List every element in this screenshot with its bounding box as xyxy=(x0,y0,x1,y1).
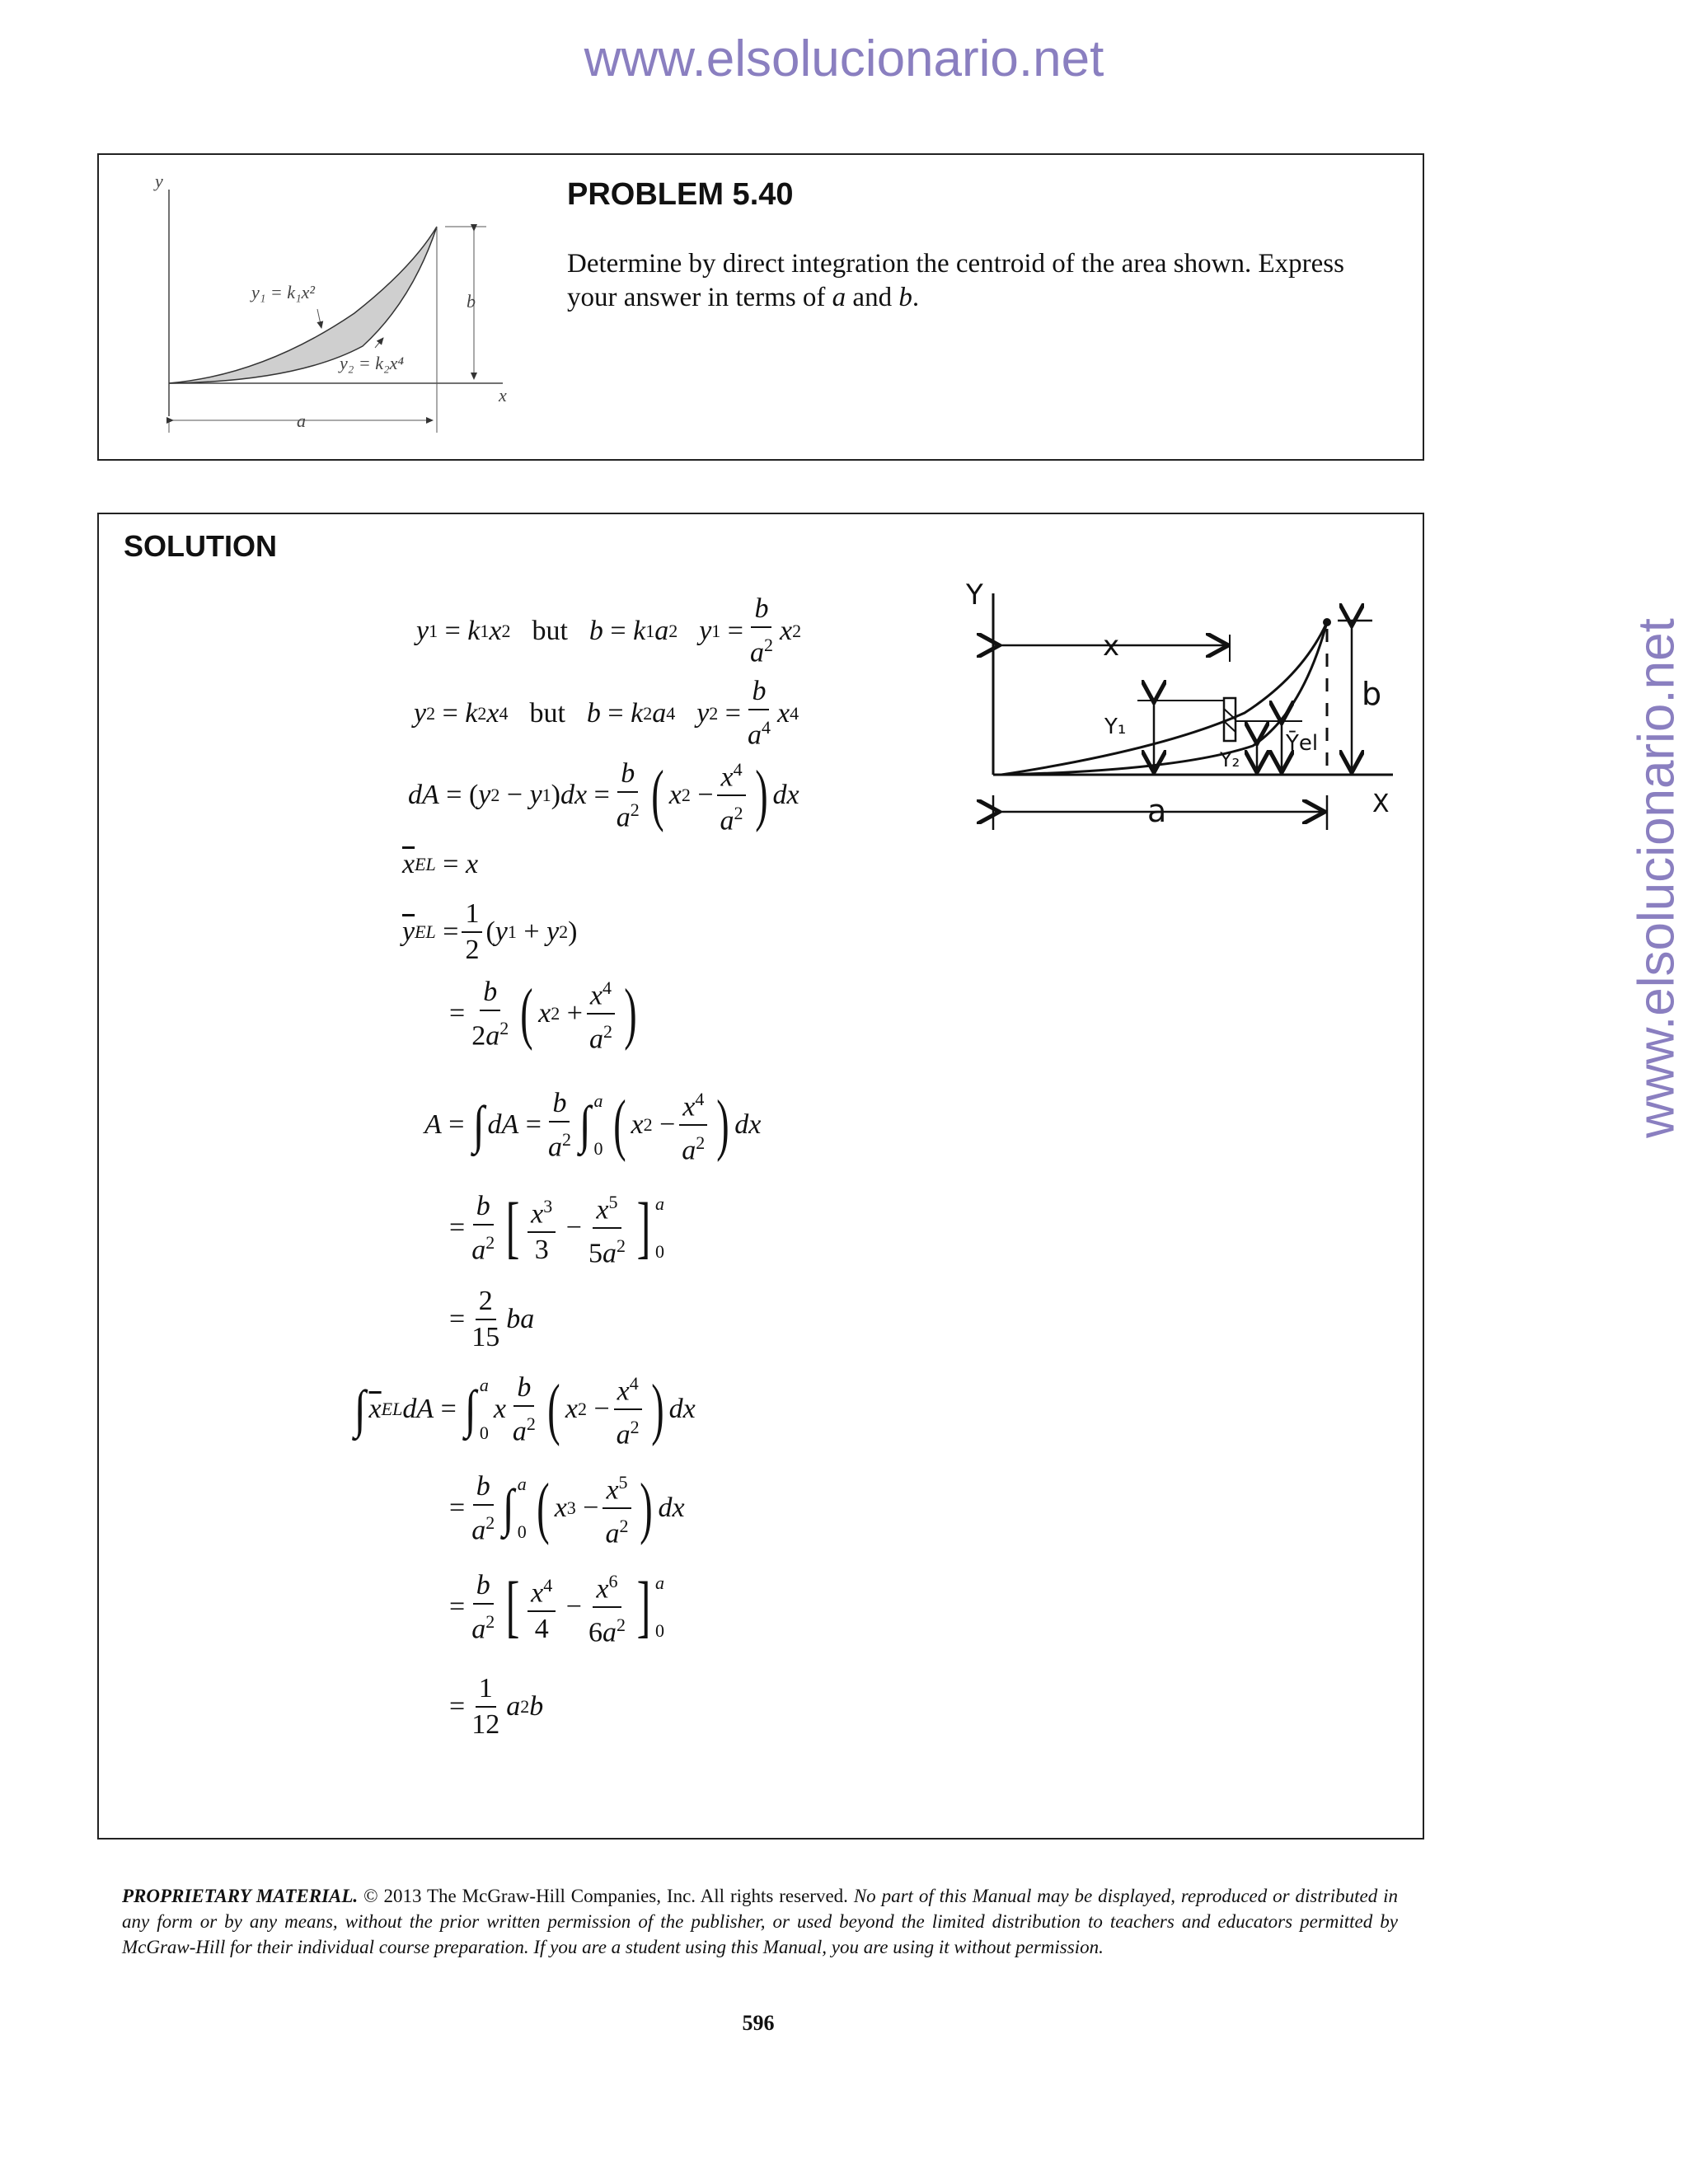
eq-area: A = ∫ dA = $\frac{b}{a^2}$ ∫ a 0 ( x 2 − $\frac{x^4}{a^2}$ ) dx xyxy=(424,1084,761,1167)
fig-curve1: y₁ = k₁x² xyxy=(251,282,316,302)
problem-figure xyxy=(140,169,528,445)
eq-dA: dA = ( y 2 − y 1 ) dx = $\frac{b}{a^2}$ ( x 2 − $\frac{x^4}{a^2}$ ) dx xyxy=(408,754,799,837)
eq-y2: y 2 = k 2 x 4 but b = k 2 a 4 y 2 = $\frac{b}{a^4}$ x 4 xyxy=(414,676,799,751)
eq-xel: $\overline{x}$ EL = x xyxy=(402,849,479,879)
problem-statement: Determine by direct integration the centroid of the area shown. Express your answer in terms of a and b. xyxy=(567,249,1344,312)
sketch-dim-b: b xyxy=(1362,676,1382,712)
sketch-label-y1: Y₁ xyxy=(1104,715,1127,739)
sketch-dim-x: x xyxy=(1103,630,1120,663)
eq-y1: y 1 = k 1 x 2 but b = k 1 a 2 y 1 = $\frac{b}{a^2}$ x 2 xyxy=(416,593,802,668)
fig-dim-a: a xyxy=(297,410,306,431)
eq-area-2: = $\frac{b}{a^2}$ [ $\frac{x^3}{3}$ − $\frac{x^5}{5a^2}$ ] a 0 xyxy=(449,1187,669,1270)
watermark-top: www.elsolucionario.net xyxy=(584,30,1104,87)
fig-axis-y: y xyxy=(155,171,163,191)
problem-title: PROBLEM 5.40 xyxy=(567,177,794,212)
solution-heading: SOLUTION xyxy=(124,529,277,563)
fig-dim-b: b xyxy=(467,291,476,312)
fig-curve2: y₂ = k₂x⁴ xyxy=(340,353,405,373)
sketch-dim-a: a xyxy=(1147,793,1167,829)
sketch-label-yel: Ȳel xyxy=(1286,731,1319,756)
sketch-axis-y: Y xyxy=(966,579,983,612)
eq-xdA: ∫ $\overline{x}$ EL dA = ∫ a 0 x $\frac{b}{a^2}$ ( x 2 − $\frac{x^4}{a^2}$ ) dx xyxy=(353,1368,696,1451)
sketch-axis-x: X xyxy=(1372,790,1390,818)
page-number: 596 xyxy=(742,2011,775,2035)
fig-axis-x: x xyxy=(499,385,507,405)
eq-xdA-3: = $\frac{b}{a^2}$ [ $\frac{x^4}{4}$ − $\frac{x^6}{6a^2}$ ] a 0 xyxy=(449,1566,669,1649)
eq-yel: $\overline{y}$ EL = $\frac{1}{2}$ ( y 1 + y 2 ) xyxy=(402,898,578,965)
eq-xdA-2: = $\frac{b}{a^2}$ ∫ a 0 ( x 3 − $\frac{x^5}{a^2}$ ) dx xyxy=(449,1467,685,1550)
eq-xdA-4: = $\frac{1}{12}$ a 2 b xyxy=(449,1673,544,1740)
eq-area-3: = $\frac{2}{15}$ ba xyxy=(449,1286,535,1352)
sketch-label-y2: Y₂ xyxy=(1220,748,1240,771)
eq-yel-2: = $\frac{b}{2a^2}$ ( x 2 + $\frac{x^4}{a^2}$ ) xyxy=(449,972,642,1056)
footer-notice: PROPRIETARY MATERIAL. © 2013 The McGraw-Hill Companies, Inc. All rights reserved. No part of this Manual may be displayed, reproduced or distributed in any form or by any means, without the prior written permission of the publisher, or used beyond the limited distribution to teachers and educators permitted by McGraw-Hill for their individual course preparation. If you are a student using this Manual, you are using it without permission. xyxy=(122,1886,1398,1957)
watermark-side: www.elsolucionario.net xyxy=(1628,618,1686,1138)
solution-sketch xyxy=(956,573,1418,845)
